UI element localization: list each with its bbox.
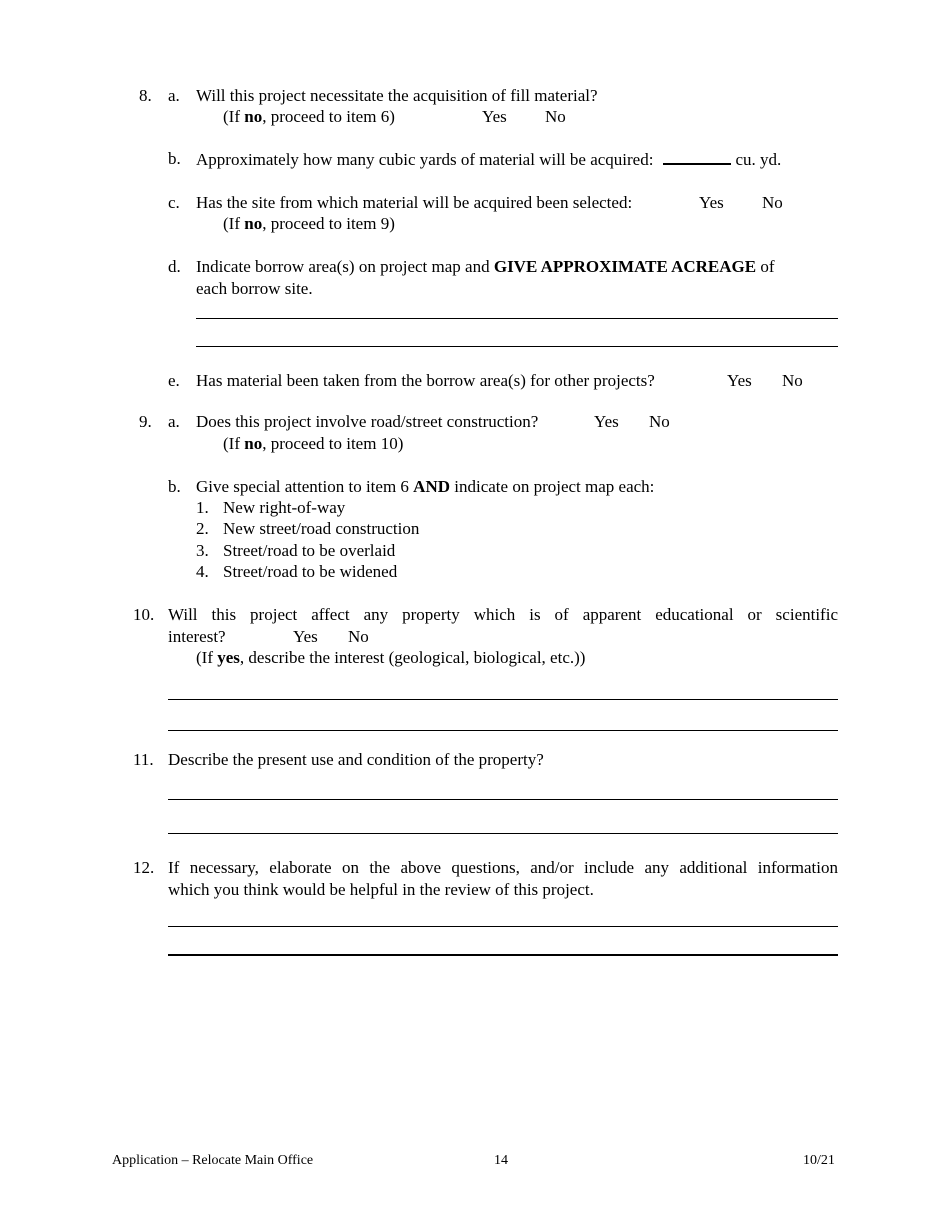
q8a-text: Will this project necessitate the acquisition of fill material? <box>196 86 598 105</box>
q10-answer-line-2[interactable] <box>168 730 838 731</box>
q9b-item-text: New street/road construction <box>223 519 420 538</box>
q11-number: 11. <box>133 750 154 769</box>
q8b-unit: cu. yd. <box>735 150 782 169</box>
q11-text: Describe the present use and condition of the property? <box>168 750 544 769</box>
q9b-item-text: Street/road to be widened <box>223 562 398 581</box>
q8d-answer-line-2[interactable] <box>196 346 838 347</box>
q10-answer-line-1[interactable] <box>168 699 838 700</box>
footer-page-number: 14 <box>494 1153 508 1168</box>
q8a-yes-option[interactable]: Yes <box>482 107 507 126</box>
q8e-no-option[interactable]: No <box>782 371 803 390</box>
q12-answer-line-1[interactable] <box>168 926 838 927</box>
footer-document-title: Application – Relocate Main Office <box>112 1153 314 1168</box>
q8d-line2: each borrow site. <box>196 279 313 298</box>
q8-number: 8. <box>139 86 152 105</box>
q8c-no-option[interactable]: No <box>762 193 783 212</box>
q9a-text: Does this project involve road/street construction? <box>196 412 539 431</box>
q8e-letter: e. <box>168 371 180 390</box>
q8c-text: Has the site from which material will be acquired been selected: <box>196 193 633 212</box>
q12-number: 12. <box>133 858 155 877</box>
q8d-text: Indicate borrow area(s) on project map and GIVE APPROXIMATE ACREAGE of <box>196 257 775 276</box>
q8a-no-option[interactable]: No <box>545 107 566 126</box>
q9a-no-option[interactable]: No <box>649 412 670 431</box>
q9b-item-number: 1. <box>196 498 209 517</box>
q10-line1: Will this project affect any property which is of apparent educational or scientific <box>168 605 838 624</box>
q9b-item-number: 3. <box>196 541 209 560</box>
q8c-letter: c. <box>168 193 180 212</box>
q8e-text: Has material been taken from the borrow area(s) for other projects? <box>196 371 655 390</box>
q8d-answer-line-1[interactable] <box>196 318 838 319</box>
q8b-question <box>196 149 781 170</box>
q12-line1: If necessary, elaborate on the above questions, and/or include any additional information <box>168 858 838 877</box>
q10-number: 10. <box>133 605 155 624</box>
q9b-letter: b. <box>168 477 181 496</box>
q8b-text: Approximately how many cubic yards of material will be acquired: <box>196 150 654 169</box>
q8a-hint: (If no, proceed to item 6) <box>223 107 395 126</box>
q8e-yes-option[interactable]: Yes <box>727 371 752 390</box>
q11-answer-line-1[interactable] <box>168 799 838 800</box>
q8d-letter: d. <box>168 257 181 276</box>
q9a-letter: a. <box>168 412 180 431</box>
q8a-letter: a. <box>168 86 180 105</box>
q12-answer-line-2[interactable] <box>168 954 838 956</box>
q8b-letter: b. <box>168 149 181 168</box>
q9b-item-text: New right-of-way <box>223 498 346 517</box>
q9b-item-text: Street/road to be overlaid <box>223 541 396 560</box>
q8c-hint: (If no, proceed to item 9) <box>223 214 395 233</box>
q11-answer-line-2[interactable] <box>168 833 838 834</box>
q9a-hint: (If no, proceed to item 10) <box>223 434 404 453</box>
q10-no-option[interactable]: No <box>348 627 369 646</box>
q8c-yes-option[interactable]: Yes <box>699 193 724 212</box>
q10-yes-option[interactable]: Yes <box>293 627 318 646</box>
q9b-item-number: 2. <box>196 519 209 538</box>
q9-number: 9. <box>139 412 152 431</box>
q9b-text: Give special attention to item 6 AND indicate on project map each: <box>196 477 655 496</box>
footer-revision-date: 10/21 <box>803 1153 835 1168</box>
q10-hint: (If yes, describe the interest (geological, biological, etc.)) <box>196 648 586 667</box>
q10-line2: interest? <box>168 627 226 646</box>
q8b-quantity-field[interactable] <box>663 149 731 165</box>
q9b-item-number: 4. <box>196 562 209 581</box>
q12-line2: which you think would be helpful in the review of this project. <box>168 880 594 899</box>
q9a-yes-option[interactable]: Yes <box>594 412 619 431</box>
